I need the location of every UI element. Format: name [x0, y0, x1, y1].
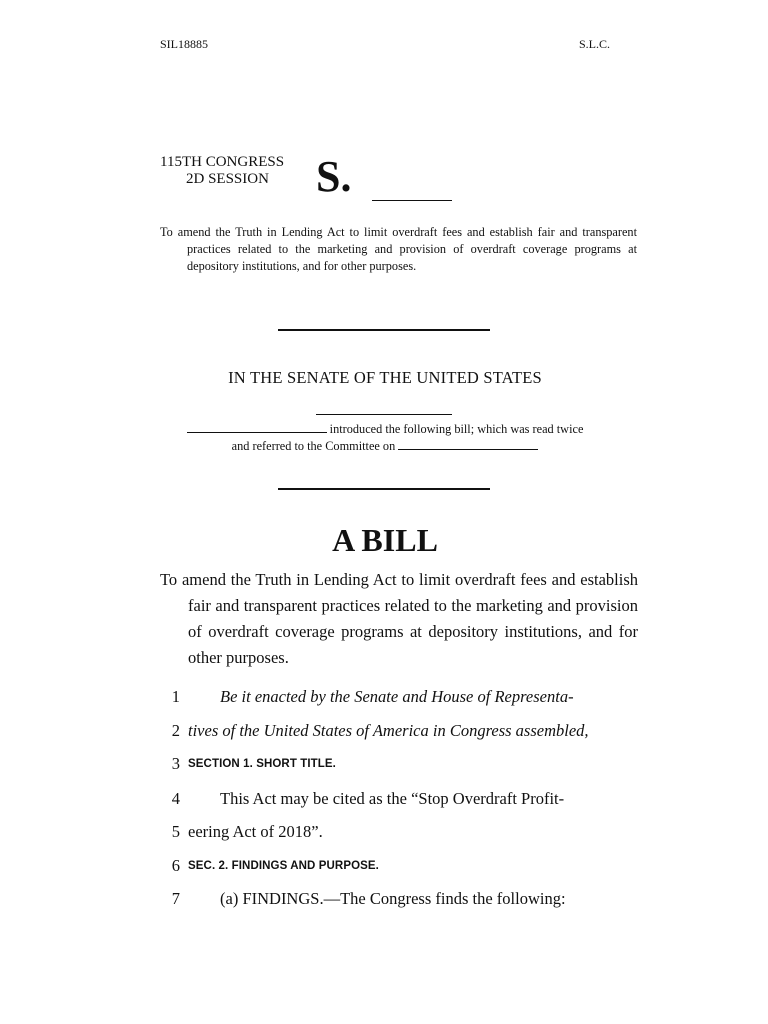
congress-number: 115TH CONGRESS — [160, 154, 285, 170]
document-code: SIL18885 — [160, 37, 208, 51]
divider-top — [278, 329, 490, 331]
line-number: 4 — [171, 789, 180, 808]
section-2-heading: SEC. 2. FINDINGS AND PURPOSE. — [188, 860, 379, 872]
line-number: 6 — [171, 856, 180, 875]
sponsor-blank — [316, 414, 452, 415]
findings-subsection: (a) FINDINGS.—The Congress finds the following: — [220, 889, 566, 908]
bill-number-label: S. — [316, 152, 352, 201]
bill-heading: A BILL — [332, 522, 438, 558]
short-title-citation: This Act may be cited as the “Stop Overdraft Profit- — [220, 789, 565, 808]
introduction-text — [160, 421, 610, 455]
bill-number-blank — [372, 200, 452, 201]
slc-code: S.L.C. — [578, 37, 610, 51]
line-number: 5 — [171, 822, 180, 841]
senate-heading: IN THE SENATE OF THE UNITED STATES — [228, 368, 542, 387]
session-number: 2D SESSION — [186, 171, 269, 187]
congress-session-block — [160, 154, 284, 188]
line-number: 3 — [171, 754, 180, 773]
line-number: 7 — [171, 889, 180, 908]
committee-blank — [398, 448, 538, 450]
sponsor-name-blank — [187, 431, 327, 433]
section-1-heading: SECTION 1. SHORT TITLE. — [188, 758, 336, 770]
enacting-clause-continued: tives of the United States of America in Congress assembled, — [188, 721, 589, 740]
divider-bottom — [278, 488, 490, 490]
line-number: 1 — [171, 687, 180, 706]
short-title-citation-continued: eering Act of 2018”. — [188, 822, 323, 841]
long-title: To amend the Truth in Lending Act to limit overdraft fees and establish fair and transparent practices related to the marketing and provision of overdraft coverage programs at depository institutions, and for other purposes. — [160, 570, 638, 667]
introduction-line-1: introduced the following bill; which was read twice — [329, 422, 584, 436]
short-title: To amend the Truth in Lending Act to limit overdraft fees and establish fair and transparent practices related to the marketing and provision of overdraft coverage programs at depository institutions, and for other purposes. — [160, 225, 637, 273]
introduction-line-2: and referred to the Committee on — [231, 439, 396, 453]
enacting-clause: Be it enacted by the Senate and House of Representa- — [220, 687, 574, 706]
line-number: 2 — [171, 721, 180, 740]
